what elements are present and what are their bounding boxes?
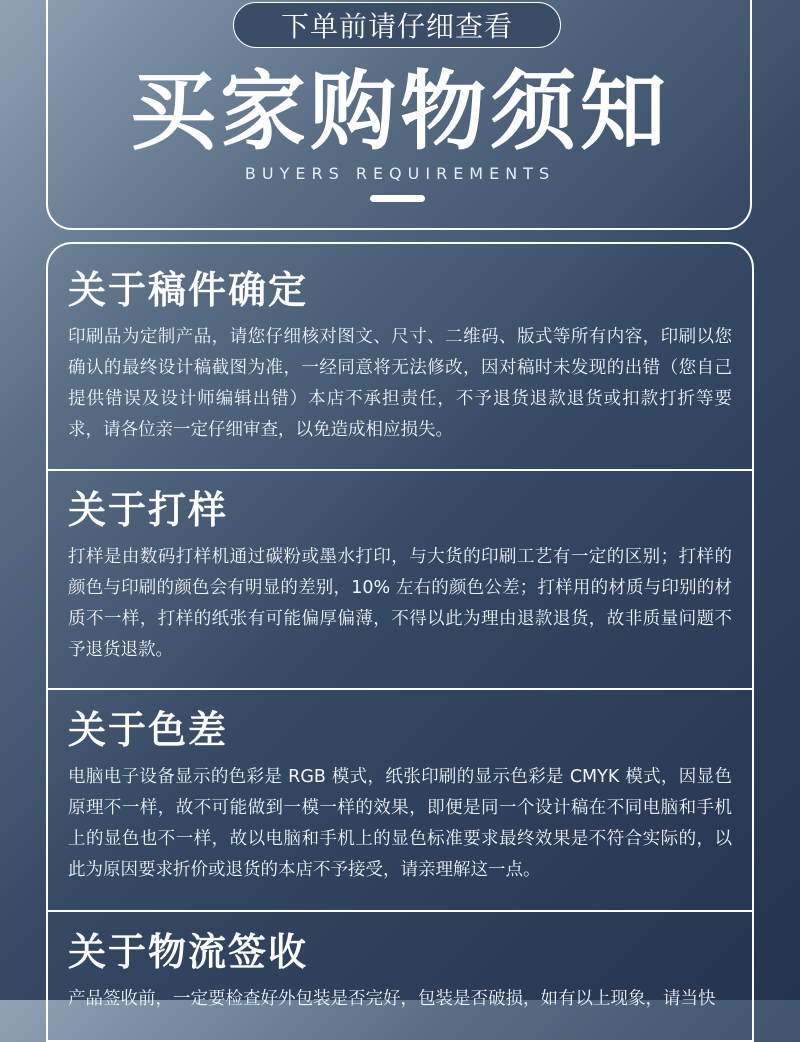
sections-frame [46, 242, 754, 1042]
section-manuscript [48, 266, 752, 446]
section-divider [48, 910, 752, 912]
section-color-difference [48, 706, 752, 886]
section-title: 关于打样 [68, 488, 229, 532]
section-divider [48, 688, 752, 690]
section-title: 关于物流签收 [68, 930, 309, 974]
section-title: 关于色差 [68, 708, 229, 752]
section-body: 电脑电子设备显示的色彩是 RGB 模式，纸张印刷的显示色彩是 CMYK 模式，因显色原理不一样，故不可能做到一模一样的效果，即便是同一个设计稿在不同电脑和手机上的显色也不一样，故以电脑和手机上的显色标准要求最终效果是不符合实际的，以此为原因要求折价或退货的本店不予接受，请亲理解这一点。 [68, 767, 732, 880]
section-body: 打样是由数码打样机通过碳粉或墨水打印，与大货的印刷工艺有一定的区别；打样的颜色与印刷的颜色会有明显的差别，10% 左右的颜色公差；打样用的材质与印别的材质不一样，打样的纸张有可能偏厚偏薄，不得以此为理由退款退货，故非质量问题不予退货退款。 [68, 547, 732, 660]
section-proofing [48, 486, 752, 666]
section-divider [48, 469, 752, 471]
section-body: 产品签收前，一定要检查好外包装是否完好，包装是否破损，如有以上现象，请当快 [68, 989, 716, 1009]
page-title: 买家购物须知 [130, 62, 670, 162]
notice-pill: 下单前请仔细查看 [233, 2, 561, 48]
section-body: 印刷品为定制产品，请您仔细核对图文、尺寸、二维码、版式等所有内容，印刷以您确认的最终设计稿截图为准，一经同意将无法修改，因对稿时未发现的出错（您自己提供错误及设计师编辑出错）本店不承担责任，不予退货退款退货或扣款打折等要求，请各位亲一定仔细审查，以免造成相应损失。 [68, 327, 732, 440]
section-title: 关于稿件确定 [68, 268, 309, 312]
page-subtitle: BUYERS REQUIREMENTS [244, 164, 556, 183]
section-logistics [48, 928, 752, 1015]
title-underline [370, 195, 425, 202]
